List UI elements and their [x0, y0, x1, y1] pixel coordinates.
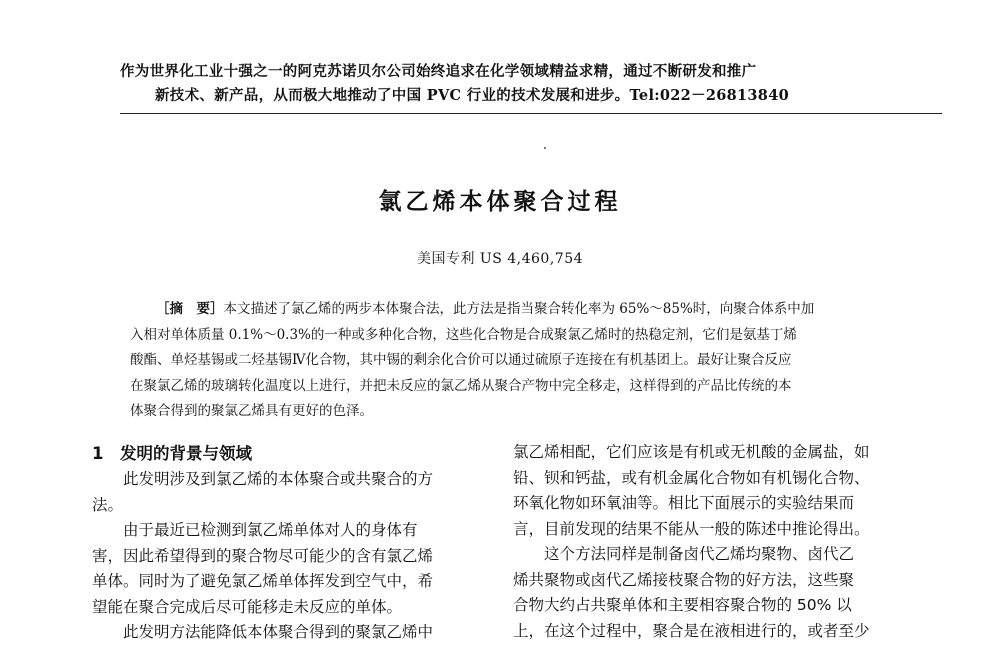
- body-line: 烯共聚物或卤代乙烯接枝聚合物的好方法，这些聚: [513, 570, 855, 589]
- body-line: 合物大约占共聚单体和主要相容聚合物的 50% 以: [513, 596, 852, 614]
- section-title: 发明的背景与领域: [120, 444, 252, 463]
- body-line: 铅、钡和钙盐，或有机金属化合物如有机锡化合物、: [513, 468, 870, 487]
- abstract-line-1: ［摘 要］本文描述了氯乙烯的两步本体聚合法，此方法是指当聚合转化率为 65%～85%时，向聚合体系中加: [156, 301, 815, 317]
- speck-mark: [544, 147, 546, 149]
- banner-line-1: 作为世界化工业十强之一的阿克苏诺贝尔公司始终追求在化学领域精益求精，通过不断研发和推广: [120, 63, 757, 80]
- banner-divider: [120, 113, 942, 114]
- patent-number: 美国专利 US 4,460,754: [416, 251, 584, 267]
- body-line: 氯乙烯相配，它们应该是有机或无机酸的金属盐，如: [513, 443, 870, 461]
- body-line: 环氧化物如环氧油等。相比下面展示的实验结果而: [513, 494, 855, 512]
- body-line: 言，目前发现的结果不能从一般的陈述中推论得出。: [513, 519, 870, 538]
- body-line: 这个方法同样是制备卤代乙烯均聚物、卤代乙: [544, 545, 855, 563]
- abstract-line-5: 体聚合得到的聚氯乙烯具有更好的色泽。: [130, 403, 373, 419]
- abstract-line-3: 酸酯、单烃基锡或二烃基锡Ⅳ化合物，其中锡的剩余化合价可以通过硫原子连接在有机基团上。最好让聚合反应: [130, 352, 792, 368]
- left-column: [92, 440, 482, 646]
- body-line: 此发明涉及到氯乙烯的本体聚合或共聚合的方: [123, 470, 434, 488]
- body-line: 由于最近已检测到氯乙烯单体对人的身体有: [123, 521, 418, 539]
- abstract-label: ［摘 要］: [156, 301, 224, 317]
- body-line: 望能在聚合完成后尽可能移走未反应的单体。: [92, 597, 403, 616]
- abstract-block: [130, 297, 890, 425]
- body-line: 单体。同时为了避免氯乙烯单体挥发到空气中，希: [92, 572, 434, 590]
- abstract-line-2: 入相对单体质量 0.1%～0.3%的一种或多种化合物，这些化合物是合成聚氯乙烯时的热稳定剂，它们是氨基丁烯: [130, 326, 797, 343]
- section-number: 1: [92, 444, 104, 463]
- body-line: 法。: [92, 495, 124, 514]
- body-line: 上，在这个过程中，聚合是在液相进行的，或者至少: [513, 621, 870, 640]
- article-title: 氯乙烯本体聚合过程: [378, 188, 622, 215]
- body-line: 此发明方法能降低本体聚合得到的聚氯乙烯中: [123, 623, 434, 641]
- banner-line-2: 新技术、新产品，从而极大地推动了中国 PVC 行业的技术发展和进步。Tel:022－26813840: [155, 87, 789, 104]
- right-column: [513, 440, 915, 644]
- body-line: 害，因此希望得到的聚合物尽可能少的含有氯乙烯: [92, 546, 434, 565]
- abstract-line-4: 在聚氯乙烯的玻璃转化温度以上进行，并把未反应的氯乙烯从聚合产物中完全移走，这样得到的产品比传统的本: [130, 377, 792, 394]
- section-heading: [92, 440, 482, 467]
